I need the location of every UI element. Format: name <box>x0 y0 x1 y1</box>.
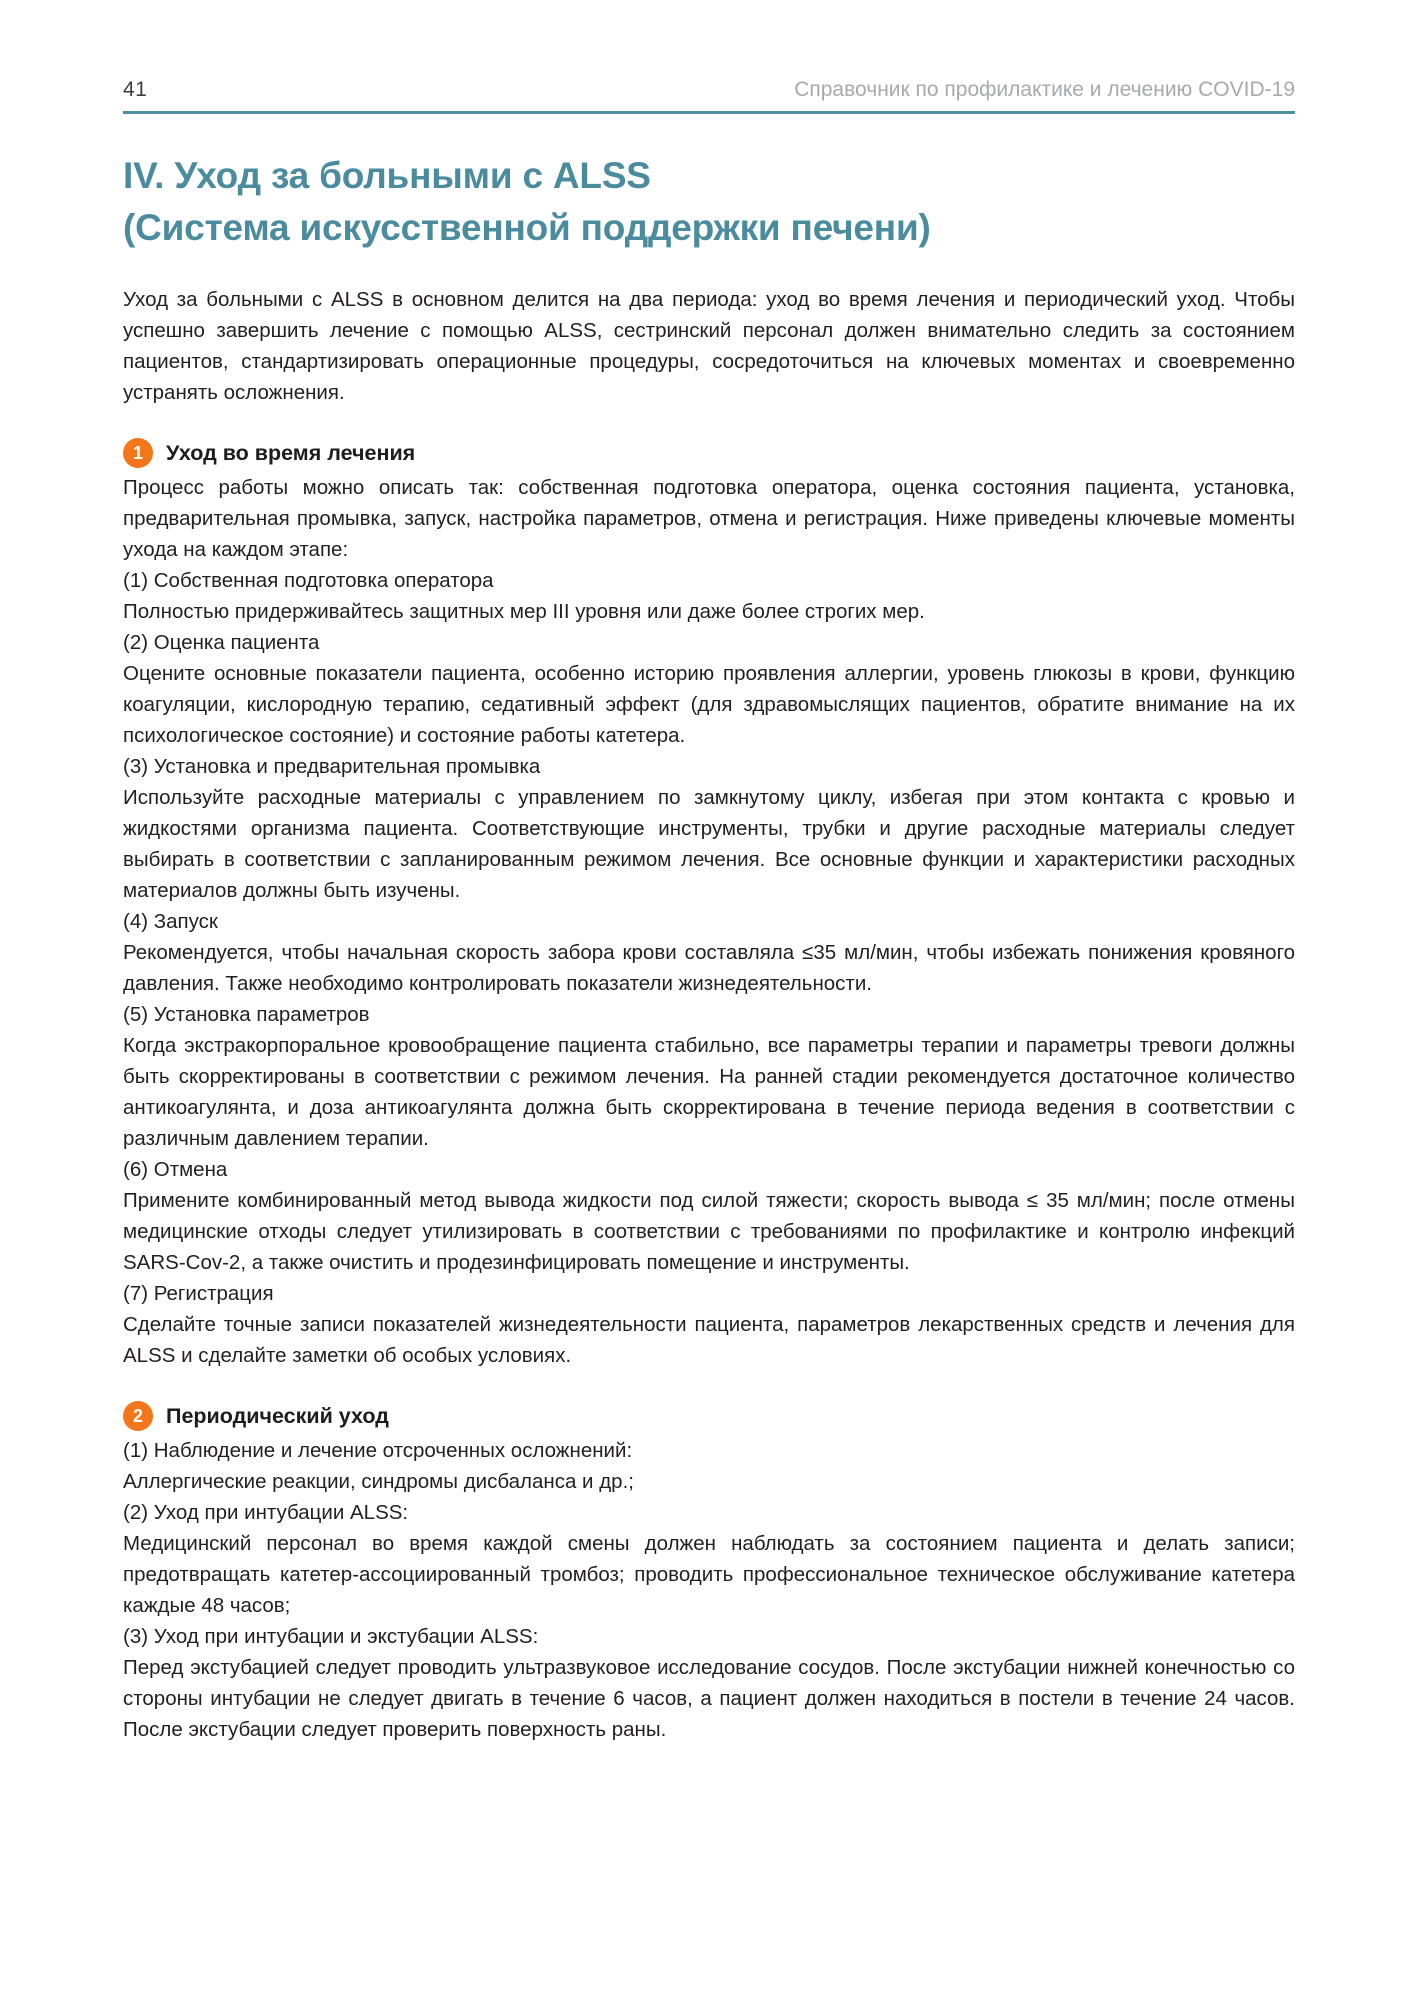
item-body: Используйте расходные материалы с управлением по замкнутому циклу, избегая при этом контакта с кровью и жидкостями организма пациента. Соответствующие инструменты, трубки и другие расходные материалы следует выбирать в соответствии с запланированным режимом лечения. Все основные функции и характеристики расходных материалов должны быть изучены. <box>123 786 1295 902</box>
section-1-number-badge: 1 <box>123 438 153 468</box>
section-2-body <box>123 1435 1295 1745</box>
item-body: Рекомендуется, чтобы начальная скорость забора крови составляла ≤35 мл/мин, чтобы избежать понижения кровяного давления. Также необходимо контролировать показатели жизнедеятельности. <box>123 941 1295 995</box>
section-1-heading: Уход во время лечения <box>166 440 416 465</box>
item-label: (2) Оценка пациента <box>123 631 320 654</box>
page-title-line2: (Система искусственной поддержки печени) <box>123 207 931 248</box>
item-label: (3) Уход при интубации и экстубации ALSS: <box>123 1625 539 1648</box>
item-label: (7) Регистрация <box>123 1282 274 1305</box>
intro-paragraph: Уход за больными с ALSS в основном делится на два периода: уход во время лечения и периодический уход. Чтобы успешно завершить лечение с помощью ALSS, сестринский персонал должен внимательно следить за состоянием пациентов, стандартизировать операционные процедуры, сосредоточиться на ключевых моментах и своевременно устранять осложнения. <box>123 288 1295 404</box>
item-label: (1) Собственная подготовка оператора <box>123 569 494 592</box>
item-body: Оцените основные показатели пациента, особенно историю проявления аллергии, уровень глюкозы в крови, функцию коагуляции, кислородную терапию, седативный эффект (для здравомыслящих пациентов, обратите внимание на их психологическое состояние) и состояние работы катетера. <box>123 662 1295 747</box>
section-2-number-badge: 2 <box>123 1401 153 1431</box>
book-title: Справочник по профилактике и лечению COVID-19 <box>794 78 1295 101</box>
running-header <box>123 78 1295 102</box>
header-rule <box>123 111 1295 114</box>
item-body: Примените комбинированный метод вывода жидкости под силой тяжести; скорость вывода ≤ 35 мл/мин; после отмены медицинские отходы следует утилизировать в соответствии с требованиями по профилактике и контролю инфекций SARS-Cov-2, а также очистить и продезинфицировать помещение и инструменты. <box>123 1189 1295 1274</box>
section-1-lead: Процесс работы можно описать так: собственная подготовка оператора, оценка состояния пациента, установка, предварительная промывка, запуск, настройка параметров, отмена и регистрация. Ниже приведены ключевые моменты ухода на каждом этапе: <box>123 476 1295 561</box>
item-label: (5) Установка параметров <box>123 1003 370 1026</box>
section-treatment-care <box>123 438 1295 1371</box>
item-body: Полностью придерживайтесь защитных мер III уровня или даже более строгих мер. <box>123 600 925 623</box>
section-2-heading-row <box>123 1401 1295 1431</box>
item-label: (6) Отмена <box>123 1158 228 1181</box>
item-label: (2) Уход при интубации ALSS: <box>123 1501 409 1524</box>
page-title-line1: IV. Уход за больными с ALSS <box>123 155 651 196</box>
item-label: (4) Запуск <box>123 910 218 933</box>
item-body: Медицинский персонал во время каждой смены должен наблюдать за состоянием пациента и делать записи; предотвращать катетер-ассоциированный тромбоз; проводить профессиональное техническое обслуживание катетера каждые 48 часов; <box>123 1532 1295 1617</box>
section-1-body <box>123 472 1295 1371</box>
item-body: Аллергические реакции, синдромы дисбаланса и др.; <box>123 1470 634 1493</box>
page-number: 41 <box>123 78 148 101</box>
section-2-heading: Периодический уход <box>166 1403 389 1428</box>
section-1-heading-row <box>123 438 1295 468</box>
item-body: Перед экстубацией следует проводить ультразвуковое исследование сосудов. После экстубации нижней конечностью со стороны интубации не следует двигать в течение 6 часов, а пациент должен находиться в постели в течение 24 часов. После экстубации следует проверить поверхность раны. <box>123 1656 1295 1741</box>
item-label: (3) Установка и предварительная промывка <box>123 755 541 778</box>
section-periodic-care <box>123 1401 1295 1745</box>
item-label: (1) Наблюдение и лечение отсроченных осложнений: <box>123 1439 633 1462</box>
item-body: Сделайте точные записи показателей жизнедеятельности пациента, параметров лекарственных средств и лечения для ALSS и сделайте заметки об особых условиях. <box>123 1313 1295 1367</box>
item-body: Когда экстракорпоральное кровообращение пациента стабильно, все параметры терапии и параметры тревоги должны быть скорректированы в соответствии с режимом лечения. На ранней стадии рекомендуется достаточное количество антикоагулянта, и доза антикоагулянта должна быть скорректирована в течение периода ведения в соответствии с различным давлением терапии. <box>123 1034 1295 1150</box>
page-title <box>123 150 1295 254</box>
